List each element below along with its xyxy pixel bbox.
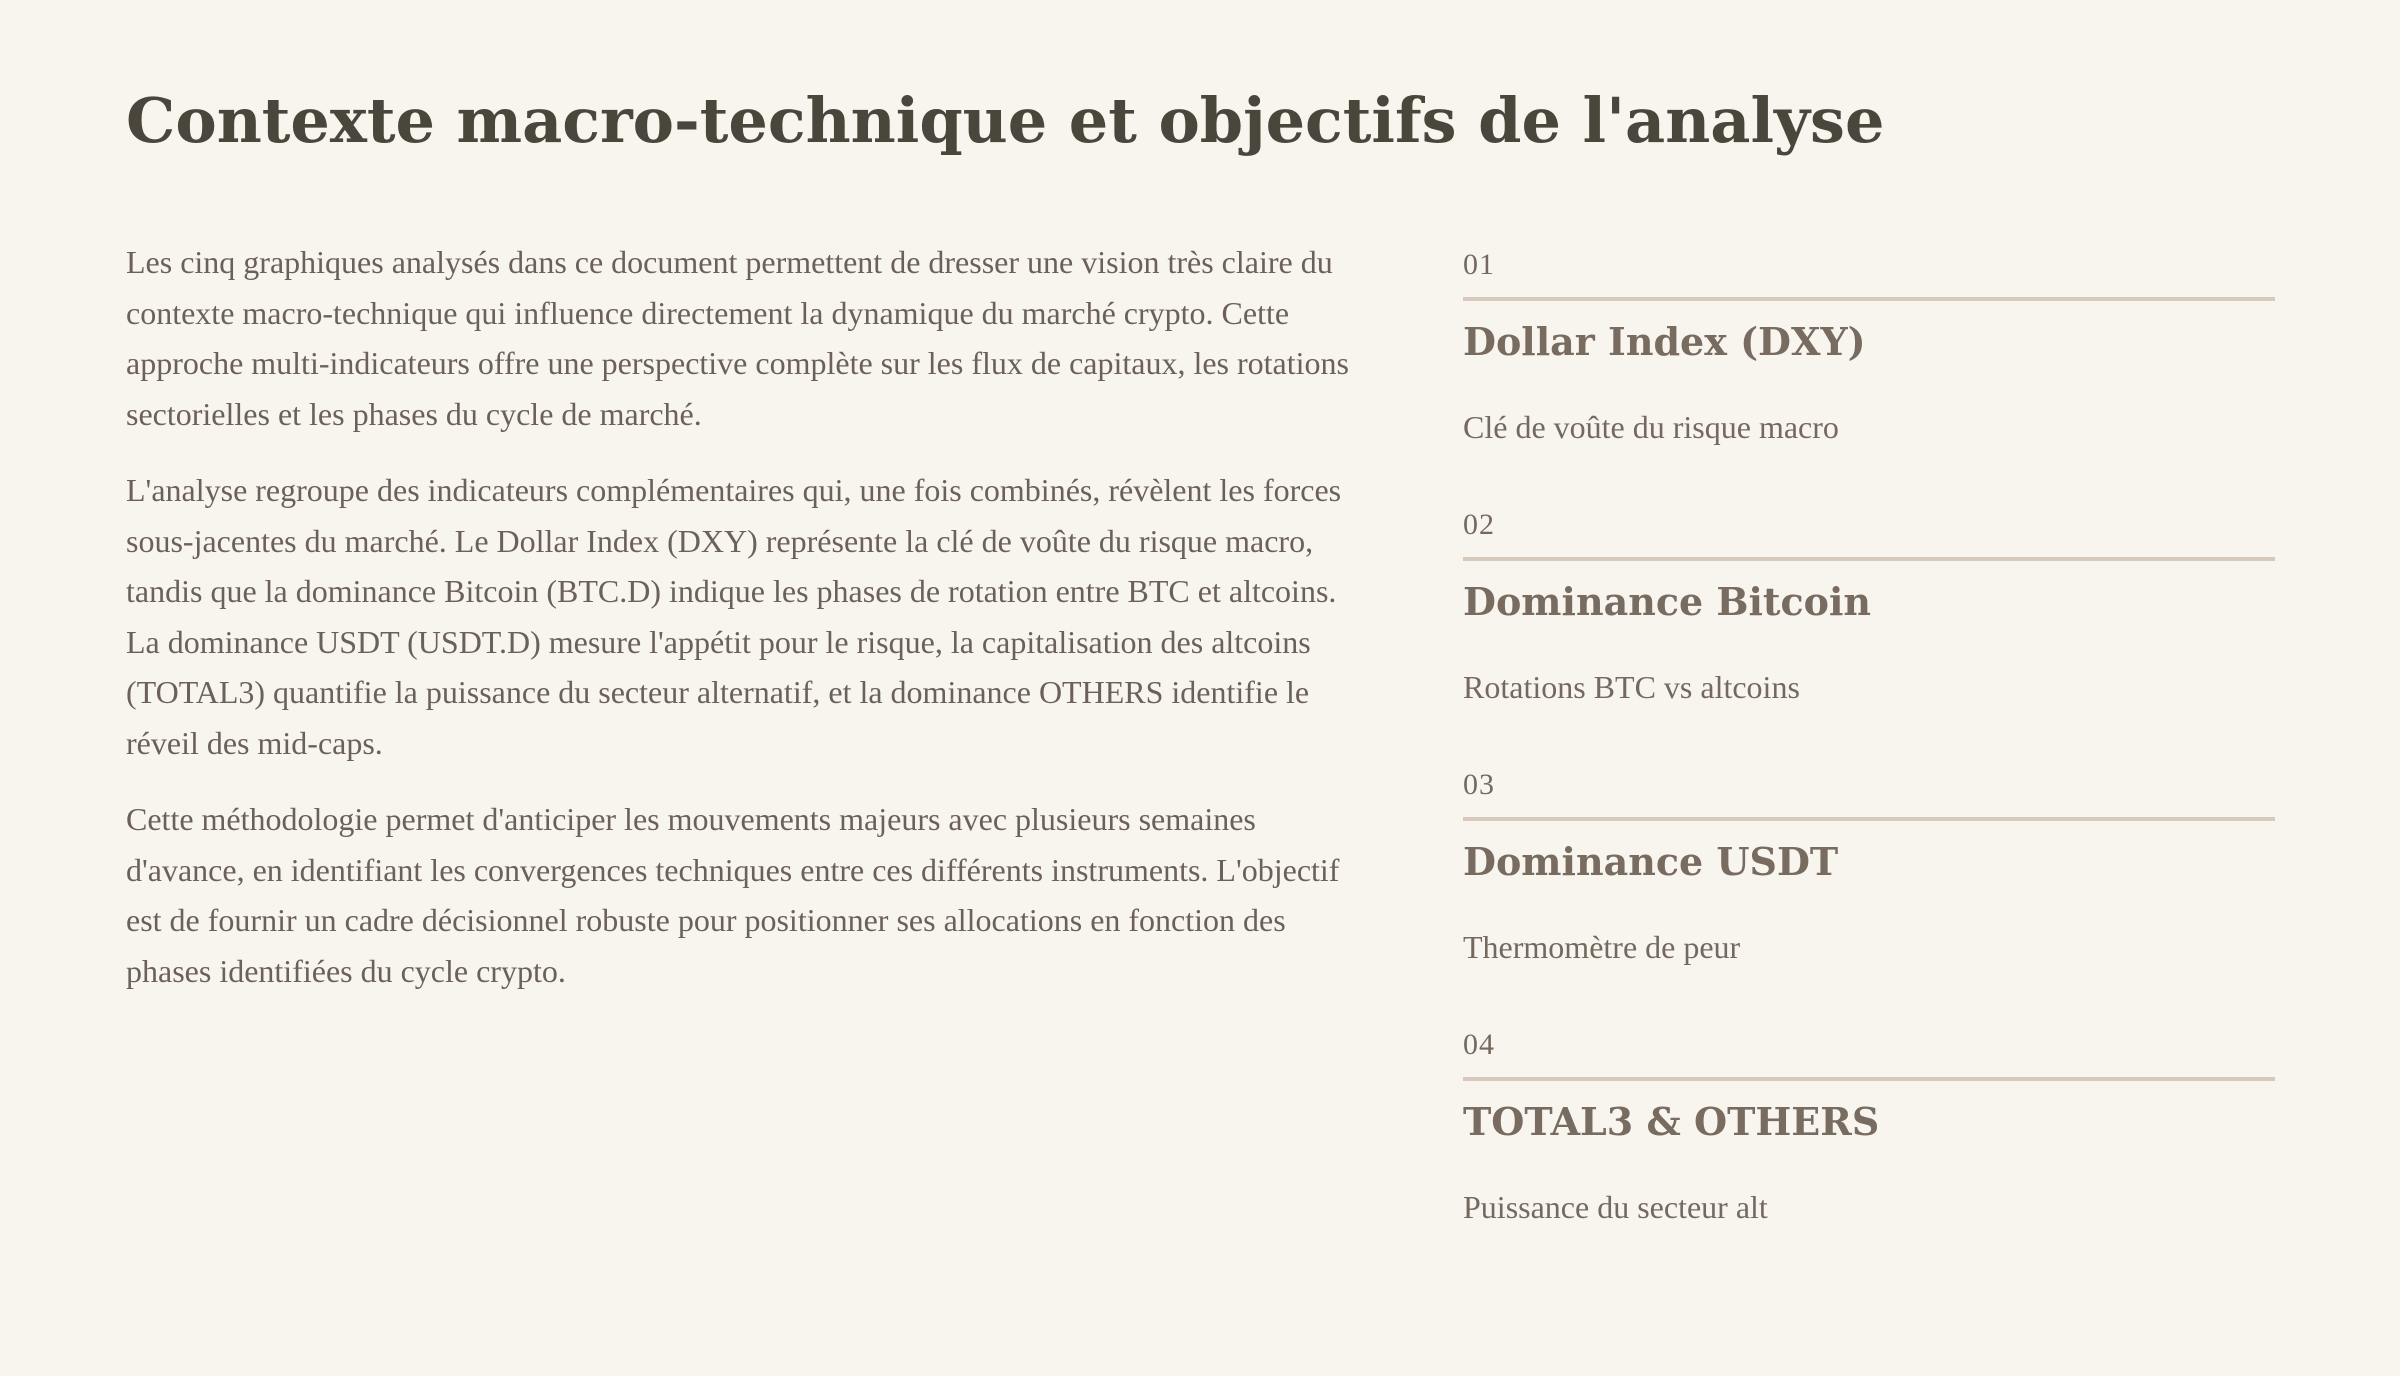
main-content [126,237,1366,1022]
methodology-paragraph: Cette méthodologie permet d'anticiper les mouvements majeurs avec plusieurs semaines d'avance, en identifiant les convergences techniques entre ces différents instruments. L'objectif est de fournir un cadre décisionnel robuste pour positionner ses allocations en fonction des phases identifiées du cycle crypto. [126,801,1340,989]
indicator-divider [1463,817,2275,821]
indicator-item-usdt-dominance [1463,762,2275,1022]
indicator-title: Dollar Index (DXY) [1463,319,1866,364]
indicator-subtitle: Rotations BTC vs altcoins [1463,669,1800,705]
indicator-list [1463,242,2275,1282]
indicator-number: 01 [1463,248,1495,281]
indicator-title: Dominance Bitcoin [1463,579,1872,624]
indicator-subtitle: Clé de voûte du risque macro [1463,409,1839,445]
indicator-item-btc-dominance [1463,502,2275,762]
indicator-divider [1463,297,2275,301]
indicator-number: 03 [1463,768,1495,801]
indicator-number: 04 [1463,1028,1495,1061]
indicator-subtitle: Thermomètre de peur [1463,929,1741,965]
page-title: Contexte macro-technique et objectifs de l'analyse [126,84,1885,157]
indicator-divider [1463,1077,2275,1081]
indicator-divider [1463,557,2275,561]
indicator-title: TOTAL3 & OTHERS [1463,1099,1880,1144]
indicator-item-dxy [1463,242,2275,502]
indicator-title: Dominance USDT [1463,839,1839,884]
indicator-subtitle: Puissance du secteur alt [1463,1189,1768,1225]
indicator-number: 02 [1463,508,1495,541]
analysis-paragraph: L'analyse regroupe des indicateurs complémentaires qui, une fois combinés, révèlent les forces sous-jacentes du marché. Le Dollar Index (DXY) représente la clé de voûte du risque macro, tandis que la dominance Bitcoin (BTC.D) indique les phases de rotation entre BTC et altcoins. La dominance USDT (USDT.D) mesure l'appétit pour le risque, la capitalisation des altcoins (TOTAL3) quantifie la puissance du secteur alternatif, et la dominance OTHERS identifie le réveil des mid-caps. [126,472,1342,761]
intro-paragraph: Les cinq graphiques analysés dans ce document permettent de dresser une vision très claire du contexte macro-technique qui influence directement la dynamique du marché crypto. Cette approche multi-indicateurs offre une perspective complète sur les flux de capitaux, les rotations sectorielles et les phases du cycle de marché. [126,244,1349,432]
indicator-item-total3-others [1463,1022,2275,1282]
